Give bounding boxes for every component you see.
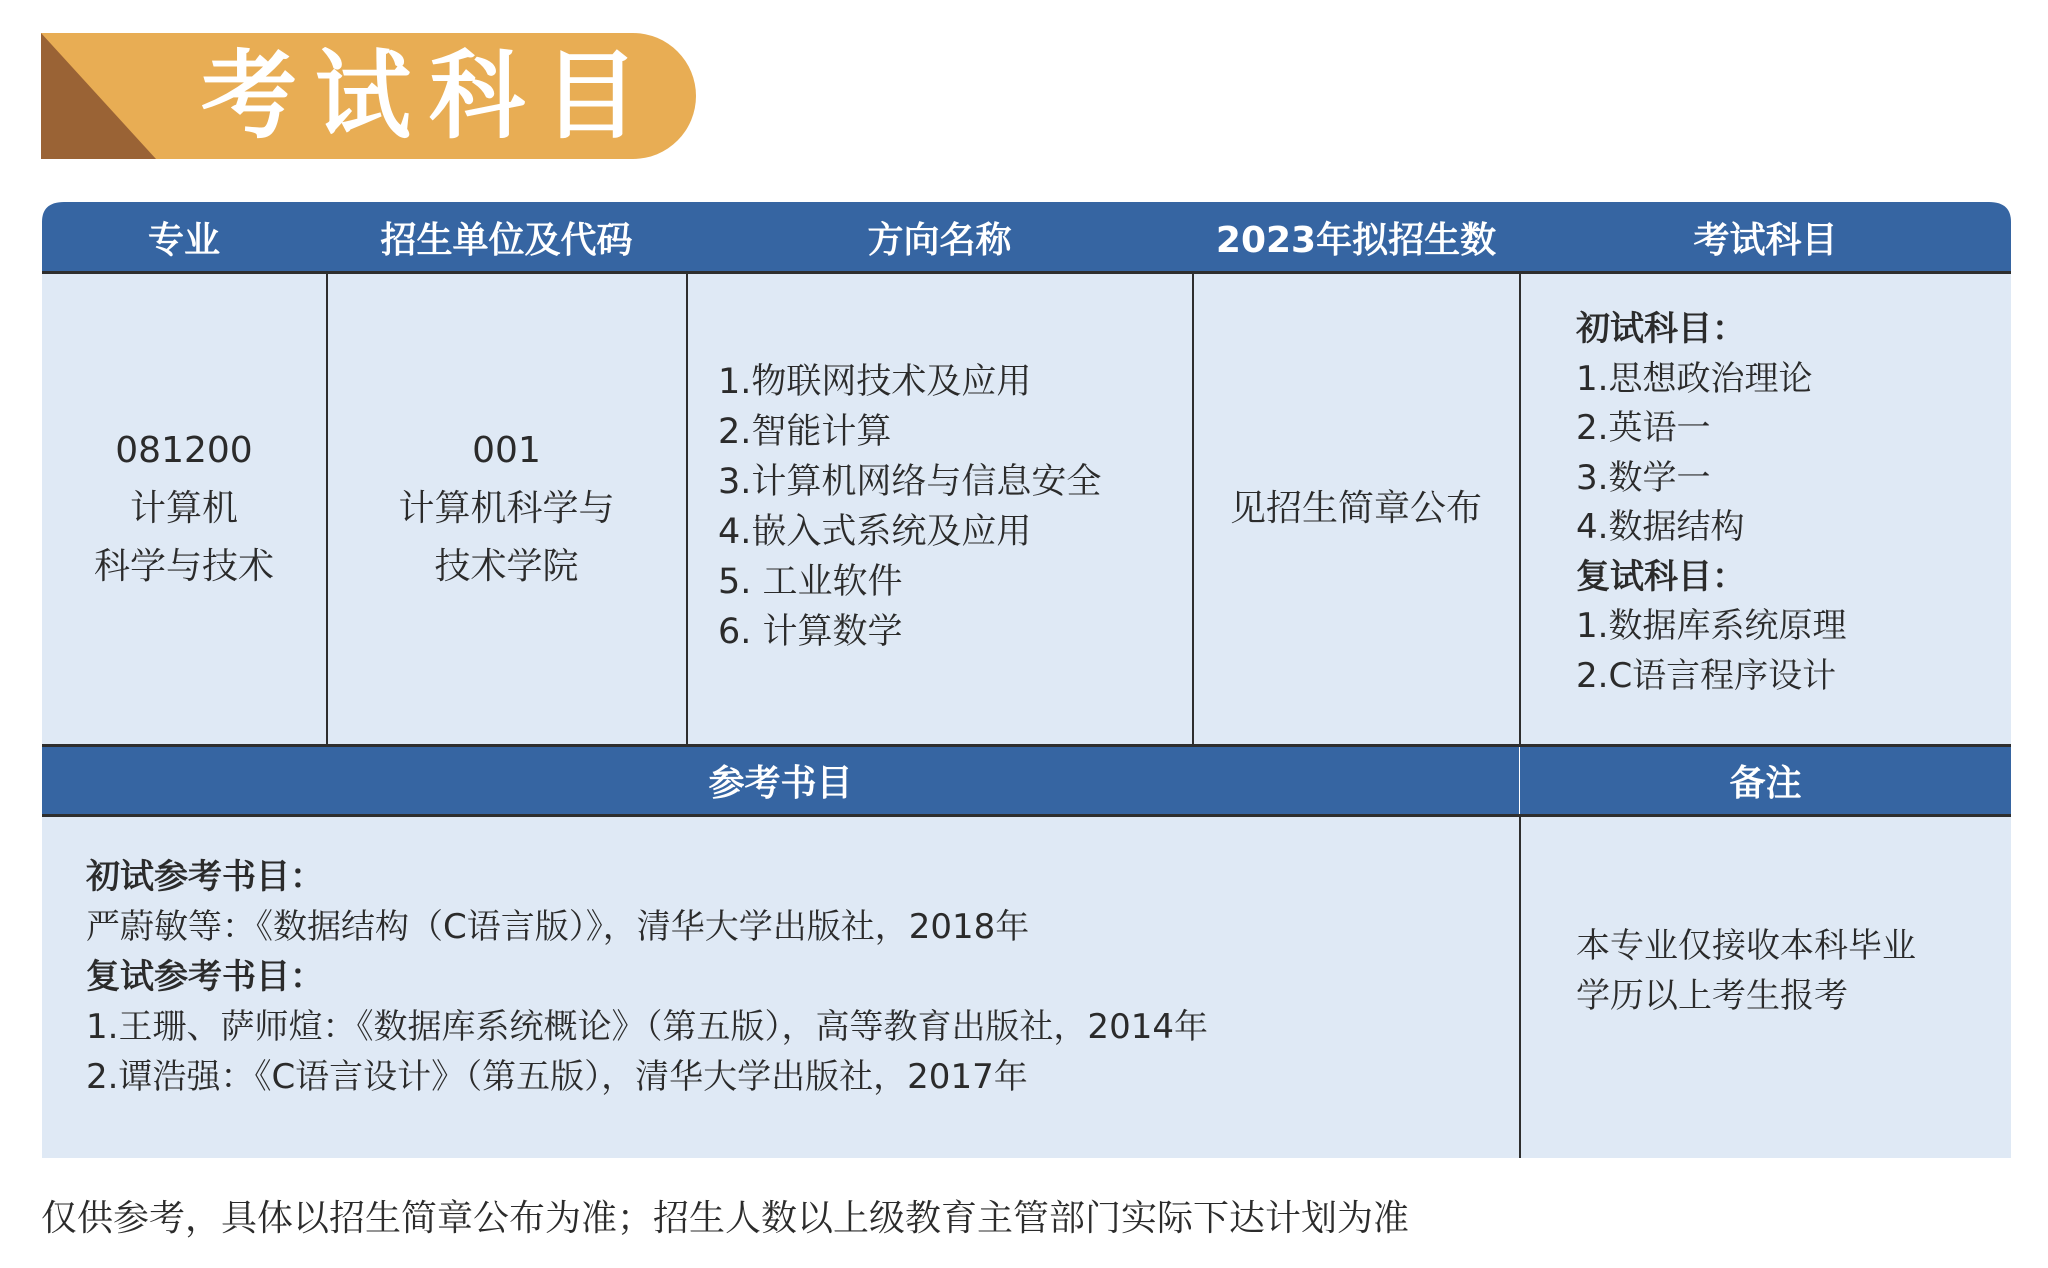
divider — [42, 744, 2011, 747]
header-quota: 2023年拟招生数 — [1215, 219, 1497, 261]
direction-list — [718, 357, 1101, 657]
header-notes: 备注 — [1520, 745, 2011, 815]
retest-reference-item: 2.谭浩强：《C语言设计》（第五版），清华大学出版社，2017年 — [86, 1057, 1028, 1097]
direction-item: 3.计算机网络与信息安全 — [718, 462, 1102, 502]
unit-name-line1: 计算机科学与 — [398, 487, 615, 529]
retest-exam-label: 复试科目： — [1576, 556, 1746, 597]
reference-list — [86, 852, 1208, 1102]
unit-name-line2: 技术学院 — [434, 545, 579, 587]
header-unit: 招生单位及代码 — [380, 219, 633, 261]
unit-cell — [327, 272, 686, 745]
direction-item: 2.智能计算 — [718, 412, 892, 452]
divider — [42, 271, 2011, 274]
divider — [686, 272, 688, 745]
retest-reference-item: 1.王珊、萨师煊：《数据库系统概论》（第五版），高等教育出版社，2014年 — [86, 1007, 1208, 1047]
initial-exam-item: 1.思想政治理论 — [1576, 358, 1813, 399]
direction-item: 4.嵌入式系统及应用 — [718, 512, 1032, 552]
header-major: 专业 — [147, 219, 220, 261]
note-line1: 本专业仅接收本科毕业 — [1576, 926, 1916, 966]
initial-exam-item: 4.数据结构 — [1576, 507, 1745, 547]
initial-exam-item: 3.数学一 — [1576, 457, 1711, 498]
retest-exam-item: 1.数据库系统原理 — [1576, 606, 1847, 646]
retest-reference-label: 复试参考书目： — [86, 957, 324, 997]
divider — [1192, 272, 1194, 745]
direction-item: 1.物联网技术及应用 — [718, 362, 1032, 402]
initial-reference-item: 严蔚敏等：《数据结构（C语言版）》，清华大学出版社，2018年 — [86, 907, 1030, 947]
initial-exam-item: 2.英语一 — [1576, 408, 1711, 448]
initial-exam-label: 初试科目： — [1576, 309, 1746, 349]
quota-value: 见招生简章公布 — [1229, 487, 1482, 529]
major-code: 081200 — [115, 429, 253, 471]
initial-reference-label: 初试参考书目： — [86, 857, 324, 897]
major-name-line1: 计算机 — [129, 487, 238, 529]
header-references: 参考书目 — [42, 745, 1519, 815]
unit-code: 001 — [472, 429, 541, 471]
divider — [326, 272, 328, 745]
quota-cell — [1193, 272, 1519, 745]
admission-table — [42, 202, 2011, 1158]
divider — [1519, 272, 1521, 745]
divider — [1519, 815, 1521, 1158]
section-banner — [41, 33, 696, 159]
header-exam: 考试科目 — [1693, 219, 1838, 261]
major-cell — [42, 272, 326, 745]
banner-title: 考试科目 — [201, 40, 657, 152]
note-line2: 学历以上考生报考 — [1576, 976, 1848, 1016]
retest-exam-item: 2.C语言程序设计 — [1576, 655, 1837, 696]
exam-subject-list — [1576, 305, 1846, 701]
note-text — [1576, 921, 1916, 1021]
direction-item: 6. 计算数学 — [718, 612, 903, 652]
divider — [42, 814, 2011, 817]
footnote: 仅供参考，具体以招生简章公布为准；招生人数以上级教育主管部门实际下达计划为准 — [41, 1198, 1410, 1239]
major-name-line2: 科学与技术 — [93, 545, 274, 587]
direction-item: 5. 工业软件 — [718, 562, 903, 602]
header-direction: 方向名称 — [867, 219, 1012, 261]
